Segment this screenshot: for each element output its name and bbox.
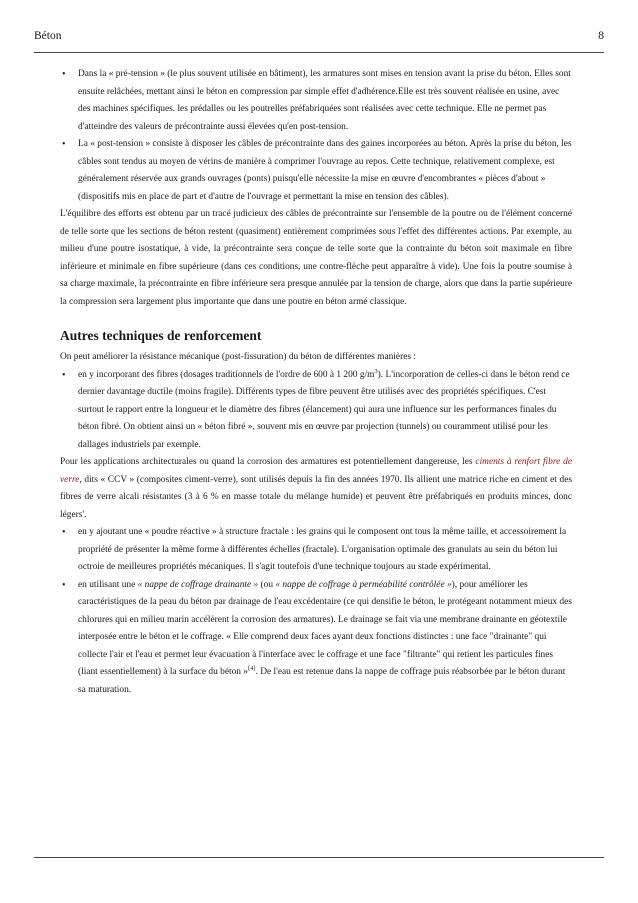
list-item-text: [78, 367, 570, 450]
text-segment: . De l'eau est retenue dans la nappe de coffrage puis réabsorbée par le béton durant sa maturation.: [78, 667, 566, 695]
paragraph-ccv: [60, 454, 572, 524]
fibres-list: [60, 367, 572, 455]
text-segment: ), pour améliorer les caractéristiques de la peau du béton par drainage de l'eau excédentaire (ce qui densifie le béton, le protégeant notamment mieux des chlorures qui en milieu marin accélèrent la corrosion des armatures). Le drainage se fait via une membrane drainante en géotextile interposée entre le béton et le coffrage. « Elle comprend deux faces ayant deux fonctions distinctes : une face "drainante" qui collecte l'air et l'eau et permet leur évacuation à l'interface avec le coffrage et une face "filtrante" qui retient les particules fines (liant essentiellement) à la surface du béton »: [78, 579, 572, 677]
list-item: [60, 136, 572, 206]
section-heading: Autres techniques de renforcement: [60, 328, 262, 343]
paragraph-equilibre: L'équilibre des efforts est obtenu par un tracé judicieux des câbles de précontrainte sur l'ensemble de la poutre ou de l'élément concerné de telle sorte que les sections de béton restent (quasiment) entièrement comprimées sous l'effet des différentes actions. Par exemple, au milieu d'une poutre isostatique, à vide, la précontrainte sera conçue de telle sorte que la contrainte du béton soit maximale en fibre inférieure et minimale en fibre supérieure (dans ces conditions, une contre-flèche peut apparaître à vide). Une fois la poutre soumise à sa charge maximale, la précontrainte en fibre inférieure sera presque annulée par la tension de charge, alors que dans la partie supérieure la compression sera largement plus importante que dans une poutre en béton armé classique.: [60, 209, 572, 307]
text-segment: en utilisant une: [78, 579, 138, 590]
page-content: [60, 66, 572, 699]
page-header: [34, 22, 604, 53]
bullet-icon: •: [62, 139, 66, 150]
superscript: 3: [374, 367, 378, 375]
paragraph-intro: On peut améliorer la résistance mécanique (post-fissuration) du béton de différentes manières :: [60, 352, 416, 362]
page-number: 8: [598, 30, 604, 42]
bullet-icon: •: [62, 527, 66, 538]
italic-term: « nappe de coffrage drainante »: [137, 579, 259, 590]
techniques-list: [60, 524, 572, 699]
text-segment: en y incorporant des fibres (dosages traditionnels de l'ordre de 600 à 1 200 g/m: [78, 369, 375, 380]
text-segment: , dits « CCV » (composites ciment-verre), sont utilisés depuis la fin des années 1970. Ils allient une matrice riche en ciment et des fibres de verre alcali résistantes (3 à 6 % en masse totale du mélange humide) et peuvent être préfabriqués en produits minces, donc légers'.: [60, 474, 572, 520]
text-segment: ). L'incorporation de celles-ci dans le béton rend ce dernier davantage ductile (moins fragile). Différents types de fibre peuvent être utilisés avec des propriétés spécifiques. C'est surtout le rapport entre la longueur et le diamètre des fibres (élancement) qui aura une influence sur les performances finales du béton fibré. On obtient ainsi un « béton fibré », souvent mis en œuvre par projection (tunnels) ou couramment utilisé pour les dallages industriels par exemple.: [78, 369, 570, 450]
page-header-title: Béton: [34, 30, 62, 42]
list-item-text: [78, 580, 572, 695]
list-item: [60, 524, 572, 577]
list-item-text: La « post-tension » consiste à disposer les câbles de précontrainte dans des gaines incorporées au béton. Après la prise du béton, les câbles sont tendus au moyen de vérins de manière à comprimer l'ouvrage au repos. Cette technique, relativement complexe, est généralement réservée aux grands ouvrages (ponts) puisqu'elle nécessite la mise en œuvre d'encombrantes « pièces d'about » (dispositifs mis en place de part et d'autre de l'ouvrage et permettant la mise en tension des câbles).: [78, 139, 572, 202]
text-segment: (ou: [258, 579, 276, 590]
footer-divider: [34, 857, 604, 858]
list-item: [60, 66, 572, 136]
bullet-icon: •: [62, 69, 66, 80]
list-item: [60, 367, 572, 455]
list-item-text: Dans la « pré-tension » (le plus souvent utilisée en bâtiment), les armatures sont mises en tension avant la prise du béton. Elles sont ensuite relâchées, mettant ainsi le béton en compression par simple effet d'adhérence.Elle est très souvent réalisée en usine, avec des machines spécifiques. les prédalles ou les poutrelles préfabriquées sont réalisées avec cette technique. Elle ne permet pas d'atteindre des valeurs de précontrainte aussi élevées qu'en post-tension.: [78, 69, 571, 132]
link-ciments-fibre-verre[interactable]: ciments à renfort fibre de verre: [60, 457, 572, 485]
list-item: [60, 577, 572, 700]
bullet-icon: •: [62, 369, 66, 381]
citation-link[interactable]: [4]: [248, 664, 256, 672]
pretension-list: [60, 66, 572, 206]
text-segment: Pour les applications architecturales ou quand la corrosion des armatures est potentiellement dangereuse, les: [60, 457, 476, 467]
list-item-text: en y ajoutant une « poudre réactive » à structure fractale : les grains qui le composent ont tous la même taille, et accessoirement la propriété de présenter la même forme à différentes échelles (fractale). L'organisation optimale des granulats au sein du béton lui octroie de meilleures propriétés mécaniques. Il s'agit toutefois d'une technique toujours au stade expérimental.: [78, 527, 567, 572]
bullet-icon: •: [62, 579, 66, 591]
italic-term: « nappe de coffrage à perméabilité contrôlée »: [275, 579, 452, 590]
